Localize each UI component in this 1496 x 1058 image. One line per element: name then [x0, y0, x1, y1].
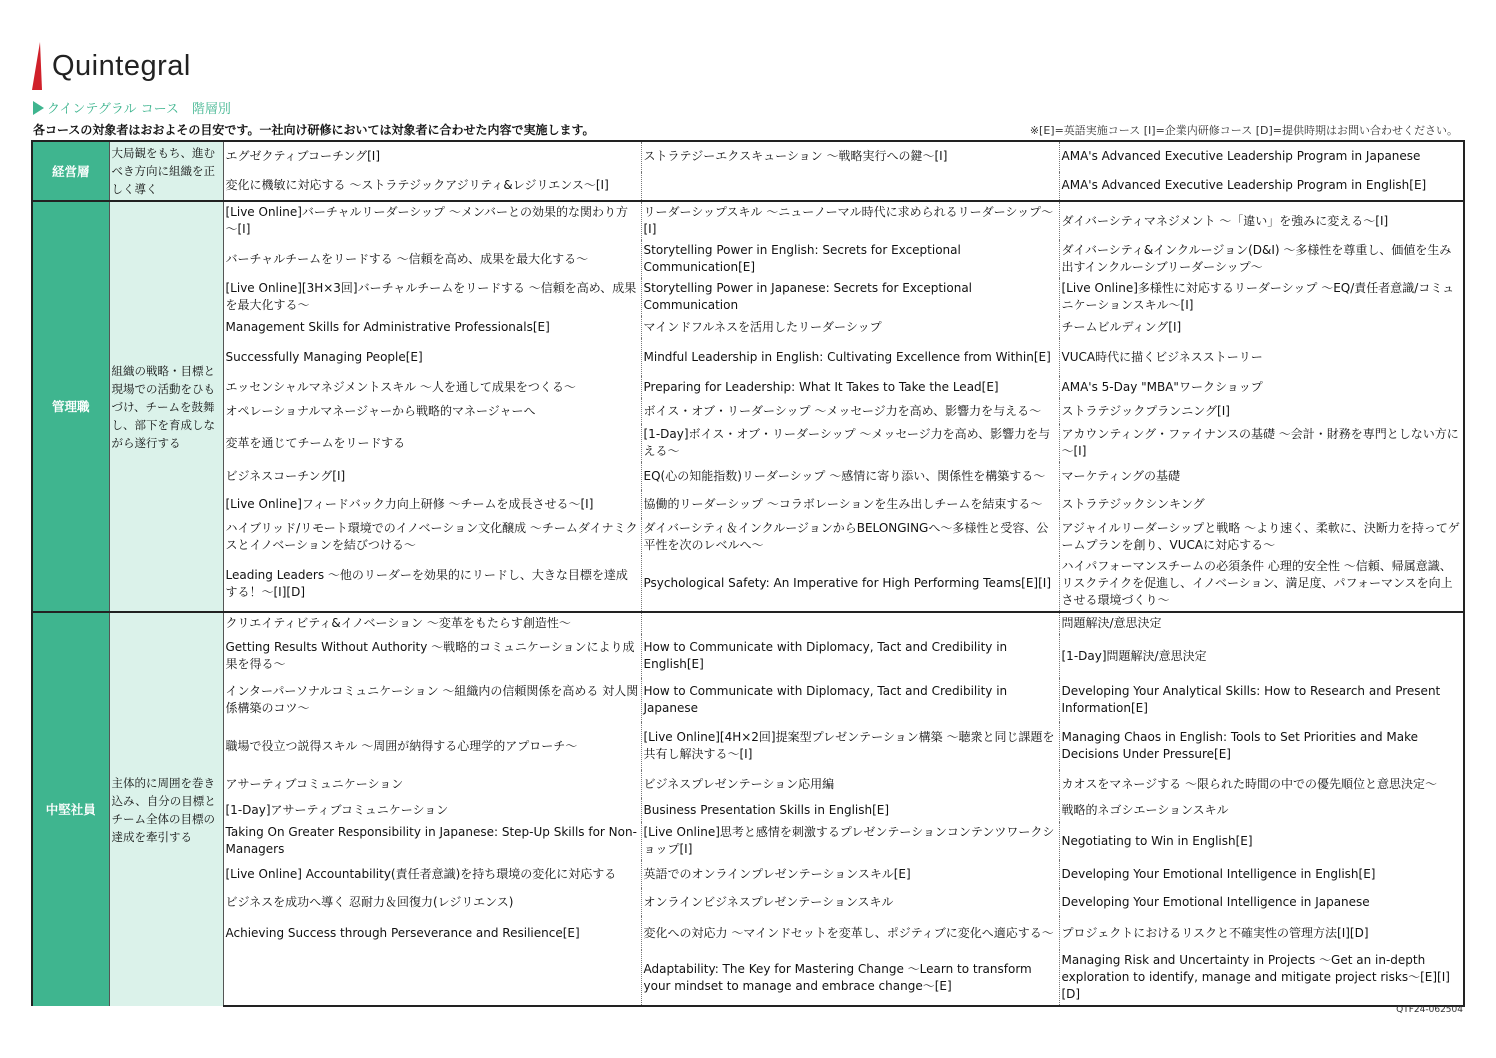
table-row: [32, 490, 1464, 518]
table-row: [32, 518, 1464, 556]
course-cell: カオスをマネージする ～限られた時間の中での優先順位と意思決定～: [1059, 770, 1464, 798]
course-cell: [Live Online][3H×3回]バーチャルチームをリードする ～信頼を高め、成果を最大化する～: [223, 278, 641, 316]
course-cell: ビジネスを成功へ導く 忍耐力＆回復力(レジリエンス): [223, 888, 641, 916]
course-cell: プロジェクトにおけるリスクと不確実性の管理方法[I][D]: [1059, 916, 1464, 950]
course-cell: Getting Results Without Authority ～戦略的コミュニケーションにより成果を得る～: [223, 634, 641, 678]
table-row: [32, 424, 1464, 462]
course-cell: チームビルディング[I]: [1059, 316, 1464, 338]
level-category: 中堅社員: [32, 612, 109, 1006]
quintegral-mark-icon: [30, 42, 44, 90]
course-cell: Storytelling Power in English: Secrets for Exceptional Communication[E]: [641, 240, 1059, 278]
course-cell: Management Skills for Administrative Professionals[E]: [223, 316, 641, 338]
course-cell: Preparing for Leadership: What It Takes to Take the Lead[E]: [641, 376, 1059, 398]
course-cell: 協働的リーダーシップ ～コラボレーションを生み出しチームを結束する～: [641, 490, 1059, 518]
course-cell: EQ(心の知能指数)リーダーシップ ～感情に寄り添い、関係性を構築する～: [641, 462, 1059, 490]
course-cell: ハイパフォーマンスチームの必須条件 心理的安全性 ～信頼、帰属意識、リスクテイクを促進し、イノベーション、満足度、パフォーマンスを向上させる環境づくり～: [1059, 556, 1464, 612]
legend-note: ※[E]=英語実施コース [I]=企業内研修コース [D]=提供時期はお問い合わせください。: [1029, 124, 1458, 137]
course-cell: オペレーショナルマネージャーから戦略的マネージャーへ: [223, 398, 641, 424]
course-cell: リーダーシップスキル ～ニューノーマル時代に求められるリーダーシップ～[I]: [641, 201, 1059, 240]
course-cell: Developing Your Emotional Intelligence in English[E]: [1059, 860, 1464, 888]
table-row: [32, 612, 1464, 634]
course-cell: Successfully Managing People[E]: [223, 338, 641, 376]
course-cell: ダイバーシティマネジメント ～「違い」を強みに変える～[I]: [1059, 201, 1464, 240]
course-cell: ストラテジーエクスキューション ～戦略実行への鍵～[I]: [641, 141, 1059, 172]
course-cell: AMA's Advanced Executive Leadership Program in Japanese: [1059, 141, 1464, 172]
course-cell: How to Communicate with Diplomacy, Tact and Credibility in English[E]: [641, 634, 1059, 678]
course-cell: Psychological Safety: An Imperative for High Performing Teams[E][I]: [641, 556, 1059, 612]
subtitle-text: クインテグラル コース 階層別: [47, 102, 231, 117]
table-row: [32, 376, 1464, 398]
level-category: 経営層: [32, 141, 109, 201]
level-description: 大局観をもち、進むべき方向に組織を正しく導く: [109, 141, 223, 201]
table-row: [32, 634, 1464, 678]
course-cell: [1-Day]アサーティブコミュニケーション: [223, 798, 641, 822]
course-cell: ハイブリッド/リモート環境でのイノベーション文化醸成 ～チームダイナミクスとイノベーションを結びつける～: [223, 518, 641, 556]
course-cell: [1-Day]ボイス・オブ・リーダーシップ ～メッセージ力を高め、影響力を与える～: [641, 424, 1059, 462]
course-cell: [Live Online][4H×2回]提案型プレゼンテーション構築 ～聴衆と同じ課題を共有し解決する～[I]: [641, 722, 1059, 770]
course-cell: How to Communicate with Diplomacy, Tact and Credibility in Japanese: [641, 678, 1059, 722]
table-row: [32, 398, 1464, 424]
course-cell: インターパーソナルコミュニケーション ～組織内の信頼関係を高める 対人関係構築のコツ～: [223, 678, 641, 722]
table-row: [32, 278, 1464, 316]
course-cell: オンラインビジネスプレゼンテーションスキル: [641, 888, 1059, 916]
course-cell: ダイバーシティ&インクルージョン(D&I) ～多様性を尊重し、価値を生み出すインクルーシブリーダーシップ～: [1059, 240, 1464, 278]
course-cell: ストラテジックシンキング: [1059, 490, 1464, 518]
course-cell: Developing Your Emotional Intelligence in Japanese: [1059, 888, 1464, 916]
level-description: 主体的に周囲を巻き込み、自分の目標とチーム全体の目標の達成を牽引する: [109, 612, 223, 1006]
table-row: [32, 916, 1464, 950]
table-row: [32, 722, 1464, 770]
course-cell: VUCA時代に描くビジネスストーリー: [1059, 338, 1464, 376]
course-cell: ビジネスプレゼンテーション応用編: [641, 770, 1059, 798]
course-cell: 職場で役立つ説得スキル ～周囲が納得する心理学的アプローチ～: [223, 722, 641, 770]
course-cell: 変革を通じてチームをリードする: [223, 424, 641, 462]
course-cell: Leading Leaders ～他のリーダーを効果的にリードし、大きな目標を達成する！～[I][D]: [223, 556, 641, 612]
table-row: [32, 770, 1464, 798]
course-cell: エグゼクティブコーチング[I]: [223, 141, 641, 172]
table-row: [32, 950, 1464, 1006]
course-cell: Storytelling Power in Japanese: Secrets for Exceptional Communication: [641, 278, 1059, 316]
course-cell: AMA's Advanced Executive Leadership Program in English[E]: [1059, 172, 1464, 201]
course-cell: マーケティングの基礎: [1059, 462, 1464, 490]
course-cell: Adaptability: The Key for Mastering Change ～Learn to transform your mindset to manage and embrace change～[E]: [641, 950, 1059, 1006]
course-cell: ビジネスコーチング[I]: [223, 462, 641, 490]
target-note: 各コースの対象者はおおよその目安です。一社向け研修においては対象者に合わせた内容で実施します。: [33, 123, 595, 137]
course-cell: 問題解決/意思決定: [1059, 612, 1464, 634]
course-cell: Managing Risk and Uncertainty in Projects ～Get an in-depth exploration to identify, manage and mitigate project risks～[E][I][D]: [1059, 950, 1464, 1006]
triangle-bullet-icon: [33, 101, 44, 115]
table-row: [32, 240, 1464, 278]
course-cell: [641, 172, 1059, 201]
page-subtitle: [33, 98, 231, 117]
course-cell: Business Presentation Skills in English[E]: [641, 798, 1059, 822]
table-row: [32, 201, 1464, 240]
table-row: [32, 141, 1464, 172]
brand-logo: [30, 40, 191, 92]
course-cell: ストラテジックプランニング[I]: [1059, 398, 1464, 424]
table-row: [32, 462, 1464, 490]
course-cell: Developing Your Analytical Skills: How to Research and Present Information[E]: [1059, 678, 1464, 722]
table-row: [32, 556, 1464, 612]
course-cell: Managing Chaos in English: Tools to Set Priorities and Make Decisions Under Pressure[E]: [1059, 722, 1464, 770]
level-description: 組織の戦略・目標と現場での活動をひもづけ、チームを鼓舞し、部下を育成しながら遂行する: [109, 201, 223, 612]
course-cell: Mindful Leadership in English: Cultivating Excellence from Within[E]: [641, 338, 1059, 376]
table-row: [32, 798, 1464, 822]
course-cell: 変化への対応力 ～マインドセットを変革し、ポジティブに変化へ適応する～: [641, 916, 1059, 950]
table-row: [32, 888, 1464, 916]
course-cell: エッセンシャルマネジメントスキル ～人を通して成果をつくる～: [223, 376, 641, 398]
course-cell: 戦略的ネゴシエーションスキル: [1059, 798, 1464, 822]
table-row: [32, 860, 1464, 888]
course-cell: バーチャルチームをリードする ～信頼を高め、成果を最大化する～: [223, 240, 641, 278]
course-cell: Negotiating to Win in English[E]: [1059, 822, 1464, 860]
course-cell: アカウンティング・ファイナンスの基礎 ～会計・財務を専門としない方に～[I]: [1059, 424, 1464, 462]
course-cell: アサーティブコミュニケーション: [223, 770, 641, 798]
course-cell: マインドフルネスを活用したリーダーシップ: [641, 316, 1059, 338]
course-cell: 英語でのオンラインプレゼンテーションスキル[E]: [641, 860, 1059, 888]
course-cell: [1-Day]問題解決/意思決定: [1059, 634, 1464, 678]
level-category: 管理職: [32, 201, 109, 612]
course-cell: [223, 950, 641, 1006]
course-table: [31, 140, 1465, 1007]
table-row: [32, 316, 1464, 338]
course-cell: [641, 612, 1059, 634]
course-cell: AMA's 5-Day "MBA"ワークショップ: [1059, 376, 1464, 398]
course-cell: Taking On Greater Responsibility in Japanese: Step-Up Skills for Non-Managers: [223, 822, 641, 860]
course-cell: クリエイティビティ&イノベーション ～変革をもたらす創造性～: [223, 612, 641, 634]
course-cell: ダイバーシティ＆インクルージョンからBELONGINGへ～多様性と受容、公平性を次のレベルへ～: [641, 518, 1059, 556]
course-cell: [Live Online]思考と感情を刺激するプレゼンテーションコンテンツワークショップ[I]: [641, 822, 1059, 860]
document-code: QTF24-062504: [1396, 1005, 1463, 1015]
table-row: [32, 678, 1464, 722]
course-cell: 変化に機敏に対応する ～ストラテジックアジリティ&レジリエンス～[I]: [223, 172, 641, 201]
course-cell: [Live Online]多様性に対応するリーダーシップ ～EQ/責任者意識/コミュニケーションスキル～[I]: [1059, 278, 1464, 316]
course-cell: [Live Online] Accountability(責任者意識)を持ち環境の変化に対応する: [223, 860, 641, 888]
logo-text: Quintegral: [52, 49, 191, 82]
course-cell: [Live Online]フィードバック力向上研修 ～チームを成長させる～[I]: [223, 490, 641, 518]
table-row: [32, 822, 1464, 860]
table-row: [32, 172, 1464, 201]
course-cell: [Live Online]バーチャルリーダーシップ ～メンバーとの効果的な関わり方～[I]: [223, 201, 641, 240]
course-cell: ボイス・オブ・リーダーシップ ～メッセージ力を高め、影響力を与える～: [641, 398, 1059, 424]
table-row: [32, 338, 1464, 376]
course-cell: Achieving Success through Perseverance and Resilience[E]: [223, 916, 641, 950]
course-cell: アジャイルリーダーシップと戦略 ～より速く、柔軟に、決断力を持ってゲームプランを創り、VUCAに対応する～: [1059, 518, 1464, 556]
